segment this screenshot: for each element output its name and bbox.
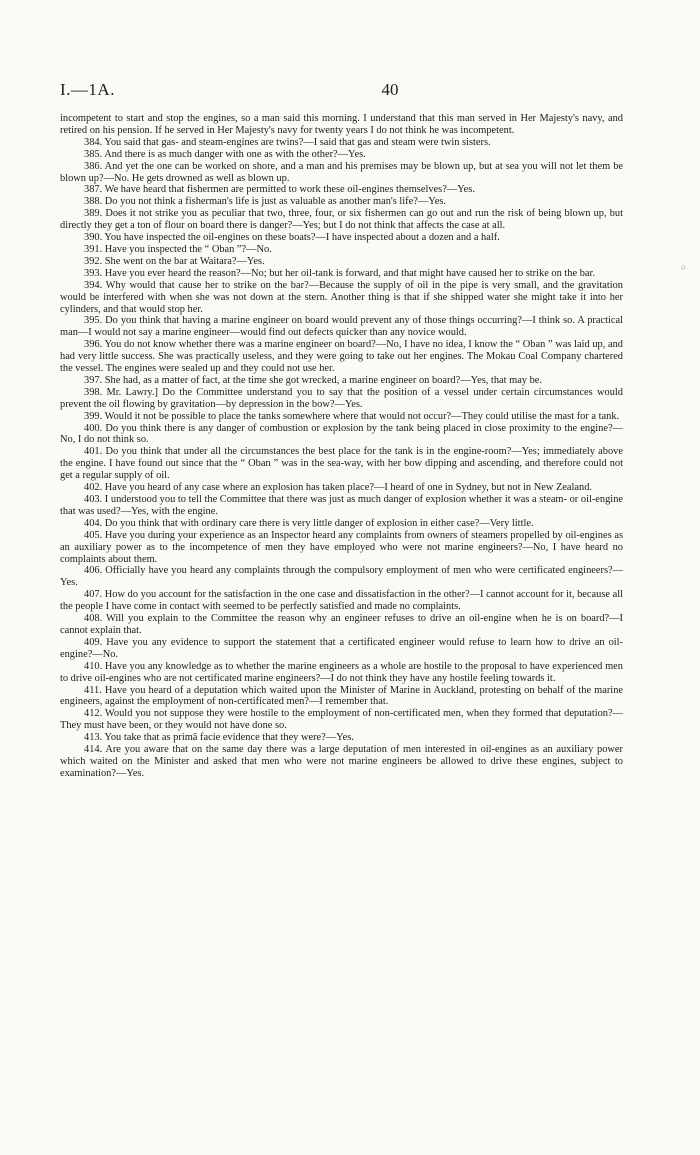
- paragraph: 387. We have heard that fishermen are permitted to work these oil-engines themselves?—Yes.: [84, 184, 475, 196]
- paragraph: 405. Have you during your experience as an Inspector heard any complaints from owners of steamers propelled by oil-engines as an auxiliary power as to the incompetence of men they have employed who were not marine engineers?—No, I have heard no complaints about them.: [60, 529, 623, 565]
- paragraph: 410. Have you any knowledge as to whether the marine engineers as a whole are hostile to the proposal to have experienced men to drive oil-engines who are not certificated marine engineers?—I do not think they have any hostile feeling towards it.: [60, 660, 623, 684]
- page-header: [60, 80, 640, 100]
- page-number: 40: [381, 80, 399, 99]
- paragraph: 393. Have you ever heard the reason?—No; but her oil-tank is forward, and that might have caused her to strike on the bar.: [84, 267, 595, 279]
- paragraph: 390. You have inspected the oil-engines on these boats?—I have inspected about a dozen and a half.: [84, 232, 500, 244]
- paragraph: 385. And there is as much danger with one as with the other?—Yes.: [84, 148, 366, 160]
- paragraph: 407. How do you account for the satisfaction in the one case and dissatisfaction in the other?—I cannot account for it, because all the people I have come in contact with seemed to be perfectly satisfied and made no complaints.: [60, 589, 623, 613]
- paragraph: 402. Have you heard of any case where an explosion has taken place?—I heard of one in Sydney, but not in New Zealand.: [84, 482, 593, 494]
- paragraph: 414. Are you aware that on the same day there was a large deputation of men interested in oil-engines as an auxiliary power which waited on the Minister and asked that men who were not marine engineers be allowed to drive these engines, subject to examination?—Yes.: [60, 744, 623, 779]
- paragraph: 406. Officially have you heard any complaints through the compulsory employment of men who were certificated engineers?—Yes.: [60, 565, 623, 589]
- paragraph: 401. Do you think that under all the circumstances the best place for the tank is in the engine-room?—Yes; immediately above the engine. I have found out since that the “ Oban ” was in the sea-way, with her bow dipping and ascending, and therefore could not get a regular supply of oil.: [60, 446, 623, 482]
- paragraph: 411. Have you heard of a deputation which waited upon the Minister of Marine in Auckland, protesting on behalf of the marine engineers, against the employment of non-certificated men?—I remember that.: [60, 684, 623, 708]
- paragraph: 396. You do not know whether there was a marine engineer on board?—No, I have no idea, I know the “ Oban ” was laid up, and had very little success. She was practically useless, and they were going to take out her engines. The Mokau Coal Company chartered the vessel. The engines were sealed up and they could not use her.: [60, 339, 623, 375]
- paragraph: 413. You take that as primâ facie evidence that they were?—Yes.: [84, 732, 354, 744]
- paragraph: 389. Does it not strike you as peculiar that two, three, four, or six fishermen can go out and run the risk of being blown up, but directly they get a ton of flour on board there is danger?—Yes; but I do not think that affects the case at all.: [60, 208, 623, 232]
- paragraph: 404. Do you think that with ordinary care there is very little danger of explosion in either case?—Very little.: [84, 517, 534, 529]
- paragraph: 399. Would it not be possible to place the tanks somewhere where that would not occur?—They could utilise the mast for a tank.: [84, 410, 620, 422]
- paragraph: 391. Have you inspected the “ Oban ”?—No.: [84, 243, 272, 255]
- paragraph: 403. I understood you to tell the Committee that there was just as much danger of explosion whether it was a steam- or oil-engine that was used?—Yes, with the engine.: [60, 494, 623, 517]
- paragraph: 392. She went on the bar at Waitara?—Yes.: [84, 255, 265, 267]
- paragraph: 395. Do you think that having a marine engineer on board would prevent any of those things occurring?—I think so. A practical man—I would not say a marine engineer—would find out defects quicker than any novice would.: [60, 315, 623, 339]
- paragraph: 412. Would you not suppose they were hostile to the employment of non-certificated men, when they formed that deputation?—They must have been, or they would not have done so.: [60, 708, 623, 732]
- paragraph: 400. Do you think there is any danger of combustion or explosion by the tank being placed in close proximity to the engine?—No, I do not think so.: [60, 422, 623, 446]
- paragraph: 397. She had, as a matter of fact, at the time she got wrecked, a marine engineer on board?—Yes, that may be.: [84, 374, 542, 386]
- paragraph: incompetent to start and stop the engines, so a man said this morning. I understand that this man served in Her Majesty's navy, and retired on his pension. If he served in Her Majesty's navy for twenty years I do not think he was incompetent.: [60, 113, 623, 136]
- paragraph: 388. Do you not think a fisherman's life is just as valuable as another man's life?—Yes.: [84, 196, 446, 208]
- paragraph: 394. Why would that cause her to strike on the bar?—Because the supply of oil in the pipe is very small, and the gravitation would be interfered with when she was not down at the stern. Another thing is that if she shipped water she might take it into her cylinders, and that would stop her.: [60, 279, 623, 315]
- paragraph: 409. Have you any evidence to support the statement that a certificated engineer would refuse to learn how to drive an oil-engine?—No.: [60, 636, 623, 660]
- paragraph: 408. Will you explain to the Committee the reason why an engineer refuses to drive an oil-engine when he is on board?—I cannot explain that.: [60, 613, 623, 636]
- document-reference: I.—1A.: [60, 80, 115, 99]
- paragraph: 386. And yet the one can be worked on shore, and a man and his premises may be blown up, but at sea you will not let them be blown up?—No. He gets drowned as well as blown up.: [60, 160, 623, 184]
- paragraph: 384. You said that gas- and steam-engines are twins?—I said that gas and steam were twin sisters.: [84, 136, 491, 148]
- paragraph: 398. Mr. Lawry.] Do the Committee understand you to say that the position of a vessel under certain circumstances would prevent the oil flowing by gravitation—by depression in the bow?—Yes.: [60, 386, 623, 410]
- margin-mark: ○: [680, 262, 686, 272]
- document-body: [60, 113, 623, 780]
